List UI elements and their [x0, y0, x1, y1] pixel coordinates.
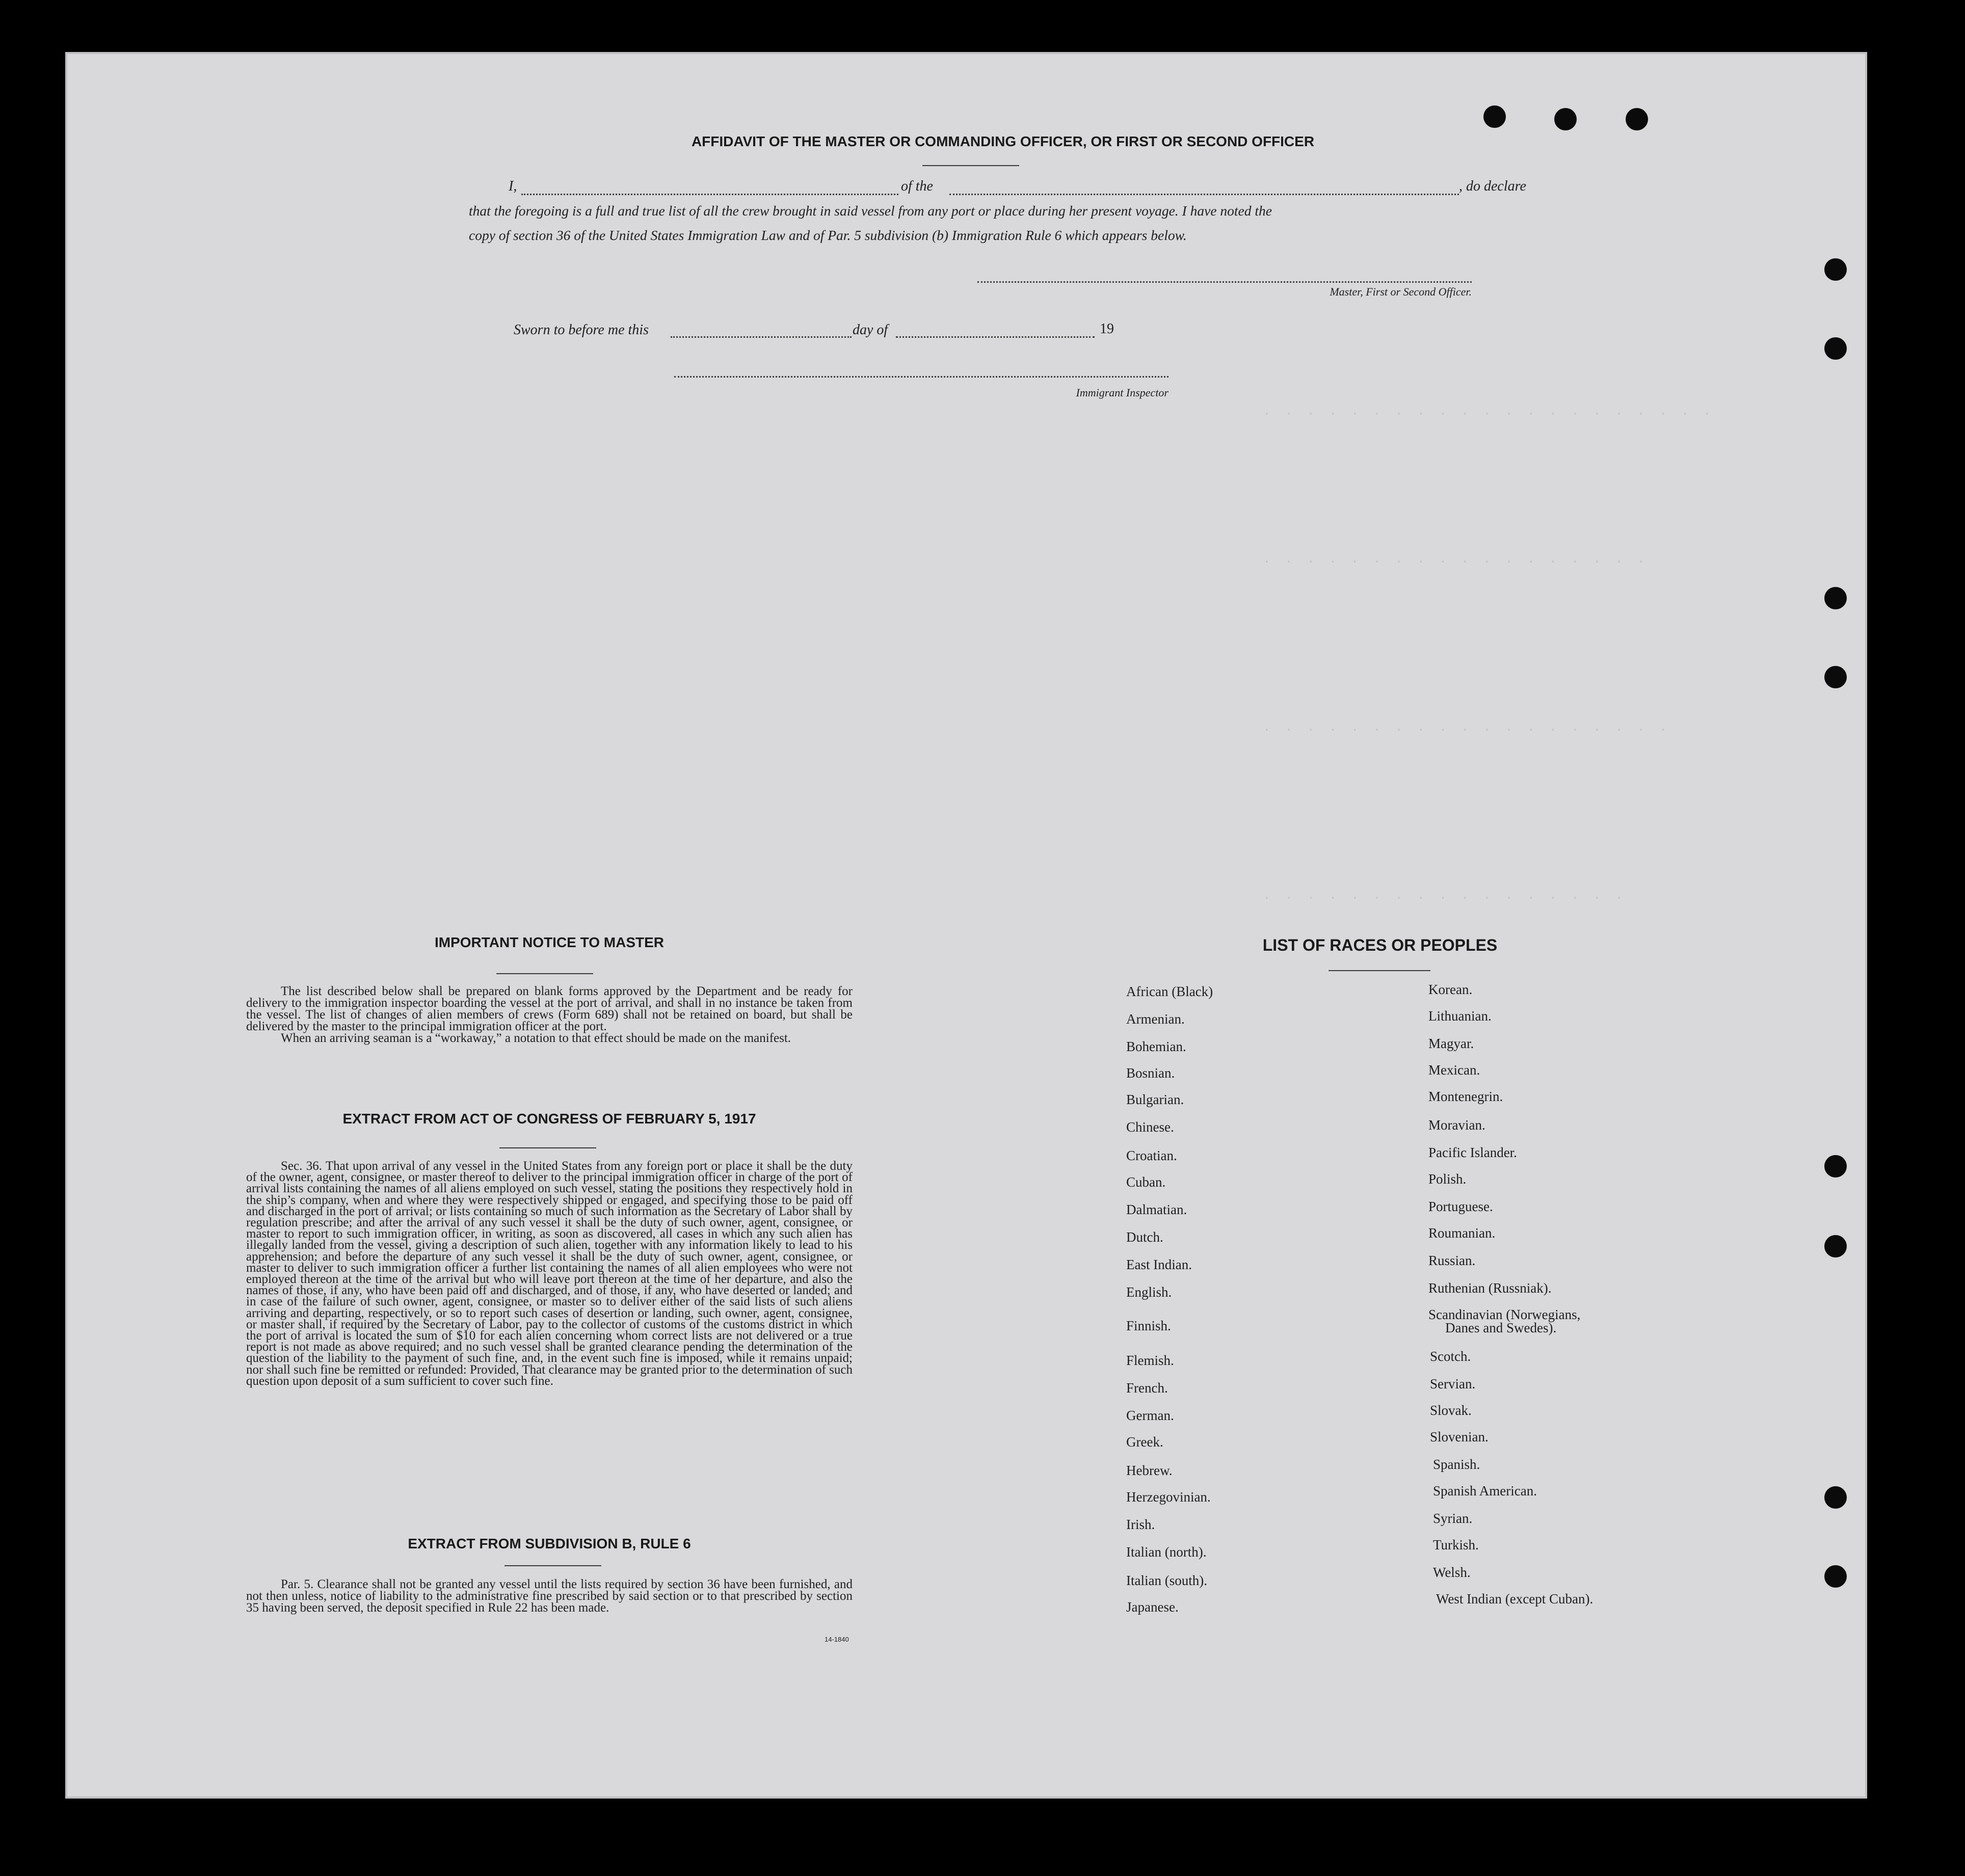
race-item-left: Chinese.	[1126, 1119, 1174, 1135]
section-label: Sec. 36.	[281, 1159, 322, 1173]
rule-extract-body	[246, 1578, 853, 1614]
par-5-text: Par. 5. Clearance shall not be granted any vessel until the lists required by section 36 have been furnished, and not then unless, notice of liability to the administrative fine prescribed by said section or to that prescribed by section 35 having been served, the deposit specified in Rule 22 has been made.	[246, 1577, 853, 1615]
divider	[1329, 970, 1430, 971]
document-page	[65, 52, 1867, 1799]
punch-hole	[1824, 666, 1847, 688]
race-item-right: Pacific Islander.	[1428, 1145, 1517, 1160]
race-item-right: Scotch.	[1430, 1349, 1471, 1364]
race-item-right: Welsh.	[1433, 1565, 1471, 1580]
race-item-left: German.	[1126, 1408, 1174, 1423]
race-item-right: Spanish.	[1433, 1457, 1480, 1472]
punch-hole	[1824, 1235, 1847, 1257]
race-item-left: Bohemian.	[1126, 1039, 1186, 1054]
race-item-left: Italian (north).	[1126, 1544, 1207, 1560]
race-item-left: Bulgarian.	[1126, 1092, 1184, 1107]
race-item-left: Dalmatian.	[1126, 1202, 1187, 1217]
race-item-right: Slovenian.	[1430, 1429, 1489, 1444]
name-blank-line	[521, 194, 898, 195]
race-item-left: Japanese.	[1126, 1599, 1179, 1615]
rule-extract-title: EXTRACT FROM SUBDIVISION B, RULE 6	[408, 1536, 691, 1551]
affidavit-of-the-label: of the	[901, 178, 933, 194]
sworn-month-blank-line	[896, 336, 1095, 338]
punch-hole	[1483, 105, 1506, 128]
signer-label: Master, First or Second Officer.	[1330, 285, 1472, 298]
affidavit-body-line1: that the foregoing is a full and true list of all the crew brought in said vessel from any port or place during her present voyage. I have noted the	[469, 203, 1272, 219]
race-item-right: Roumanian.	[1428, 1225, 1496, 1241]
race-item-left: Flemish.	[1126, 1353, 1174, 1368]
race-item-right: Scandinavian (Norwegians,	[1428, 1307, 1581, 1322]
race-item-left: Armenian.	[1126, 1011, 1185, 1027]
section-36-text: That upon arrival of any vessel in the United States from any foreign port or place it shall be the duty of the owner, agent, consignee, or master thereof to deliver to the principal immigration officer in charge of the port of arrival lists containing the names of all aliens employed on such vessel, stating the positions they respectively hold in the ship’s company, when and where they were respectively shipped or engaged, and specifying those to be paid off and discharged in the port of arrival; or lists containing so much of such information as the Secretary of Labor shall by regulation prescribe; and after the arrival of any such vessel it shall be the duty of such owner, agent, consignee, or master to report to such immigration officer, in writing, as soon as discovered, all cases in which any such alien has illegally landed from the vessel, giving a description of such alien, together with any information likely to lead to his apprehension; and before the departure of any such vessel it shall be the duty of such owner, agent, consignee, or master to deliver to such immigration officer a further list containing the names of all alien employees who were not employed thereon at the time of the arrival but who will leave port thereon at the time of her departure, and also the names of those, if any, who have been paid off and discharged, and of those, if any, who have deserted or landed; and in case of the failure of such owner, agent, consignee, or master so to deliver either of the said lists of such aliens arriving and departing, respectively, or so to report such cases of desertion or landing, such owner, agent, consignee, or master shall, if required by the Secretary of Labor, pay to the collector of customs of the customs district in which the port of arrival is located the sum of $10 for each alien concerning whom correct lists are not delivered or a true report is not made as above required; and no such vessel shall be granted clearance pending the determination of the question of the liability to the payment of such fine, and, in the event such fine is imposed, while it remains unpaid; nor shall such fine be remitted or refunded: Provided, That clearance may be granted prior to the determination of such question upon deposit of a sum sufficient to cover such fine.	[246, 1159, 853, 1388]
inspector-label: Immigrant Inspector	[1076, 386, 1169, 399]
bleed-through-text: . . . . . . . . . . . . . . . . . . .	[1263, 719, 1670, 735]
sworn-day-blank-line	[671, 336, 852, 338]
signature-line	[977, 281, 1472, 283]
race-item-right: Mexican.	[1428, 1062, 1480, 1078]
race-item-right: Montenegrin.	[1428, 1089, 1503, 1104]
race-item-right: West Indian (except Cuban).	[1436, 1591, 1594, 1606]
race-item-right: Magyar.	[1428, 1036, 1474, 1051]
races-title: LIST OF RACES OR PEOPLES	[1262, 936, 1498, 954]
notice-paragraph-2: When an arriving seaman is a “workaway,” a notation to that effect should be made on the manifest.	[281, 1031, 791, 1045]
divider	[499, 1147, 596, 1148]
divider	[504, 1565, 601, 1566]
race-item-left: Italian (south).	[1126, 1573, 1207, 1588]
notice-title: IMPORTANT NOTICE TO MASTER	[434, 934, 665, 950]
punch-hole	[1824, 1486, 1847, 1509]
punch-hole	[1824, 1565, 1847, 1588]
race-item-left: Dutch.	[1126, 1229, 1163, 1245]
race-item-left: Greek.	[1126, 1434, 1163, 1450]
punch-hole	[1626, 108, 1648, 130]
notice-body	[246, 985, 853, 1044]
bleed-through-text: . . . . . . . . . . . . . . . . .	[1263, 888, 1626, 903]
punch-hole	[1824, 1155, 1847, 1177]
notice-paragraph-1: The list described below shall be prepared on blank forms approved by the Department and be ready for delivery to the immigration inspector boarding the vessel at the port of arrival, and shall in no instance be taken from the vessel. The list of changes of alien members of crews (Form 689) shall not be retained on board, but shall be delivered by the master to the principal immigration officer at the port.	[246, 984, 853, 1033]
race-item-left: Herzegovinian.	[1126, 1489, 1211, 1505]
race-item-left: East Indian.	[1126, 1257, 1192, 1272]
act-extract-title: EXTRACT FROM ACT OF CONGRESS OF FEBRUARY 5, 1917	[342, 1111, 756, 1127]
race-item-right: Danes and Swedes).	[1445, 1320, 1557, 1335]
affidavit-i-label: I,	[509, 178, 517, 194]
form-number: 14-1840	[825, 1636, 849, 1643]
race-item-right: Spanish American.	[1433, 1483, 1537, 1498]
inspector-signature-line	[674, 376, 1169, 378]
race-item-right: Moravian.	[1428, 1117, 1485, 1133]
affidavit-body-line2: copy of section 36 of the United States Immigration Law and of Par. 5 subdivision (b) Immigration Rule 6 which appears below.	[469, 227, 1187, 243]
act-extract-body	[246, 1161, 853, 1387]
sworn-label: Sworn to before me this	[514, 322, 649, 338]
race-item-left: Cuban.	[1126, 1174, 1166, 1190]
divider	[496, 973, 593, 974]
race-item-right: Slovak.	[1430, 1403, 1472, 1418]
punch-hole	[1824, 337, 1847, 360]
bleed-through-text: . . . . . . . . . . . . . . . . . .	[1263, 551, 1649, 567]
bleed-through-text: . . . . . . . . . . . . . . . . . . . . .	[1263, 404, 1714, 419]
affidavit-title: AFFIDAVIT OF THE MASTER OR COMMANDING OFFICER, OR FIRST OR SECOND OFFICER	[691, 133, 1315, 149]
day-of-label: day of	[853, 322, 888, 338]
race-item-right: Russian.	[1428, 1253, 1476, 1268]
affidavit-do-declare: , do declare	[1459, 178, 1526, 194]
year-label: 19	[1100, 321, 1114, 337]
race-item-right: Syrian.	[1433, 1511, 1473, 1526]
race-item-right: Servian.	[1430, 1376, 1476, 1391]
race-item-right: Portuguese.	[1428, 1199, 1493, 1214]
race-item-right: Polish.	[1428, 1171, 1467, 1187]
race-item-left: English.	[1126, 1284, 1172, 1300]
vessel-blank-line	[949, 194, 1459, 195]
punch-hole	[1824, 258, 1847, 281]
race-item-left: Finnish.	[1126, 1318, 1171, 1333]
punch-hole	[1554, 108, 1577, 130]
race-item-right: Turkish.	[1433, 1537, 1479, 1552]
divider	[922, 165, 1019, 166]
race-item-left: Hebrew.	[1126, 1463, 1173, 1478]
race-item-left: Irish.	[1126, 1517, 1155, 1532]
race-item-left: French.	[1126, 1380, 1168, 1396]
race-item-left: African (Black)	[1126, 984, 1213, 999]
race-item-right: Ruthenian (Russniak).	[1428, 1280, 1552, 1296]
punch-hole	[1824, 587, 1847, 609]
race-item-right: Korean.	[1428, 982, 1473, 997]
race-item-left: Bosnian.	[1126, 1065, 1175, 1081]
race-item-right: Lithuanian.	[1428, 1008, 1492, 1024]
race-item-left: Croatian.	[1126, 1148, 1177, 1163]
